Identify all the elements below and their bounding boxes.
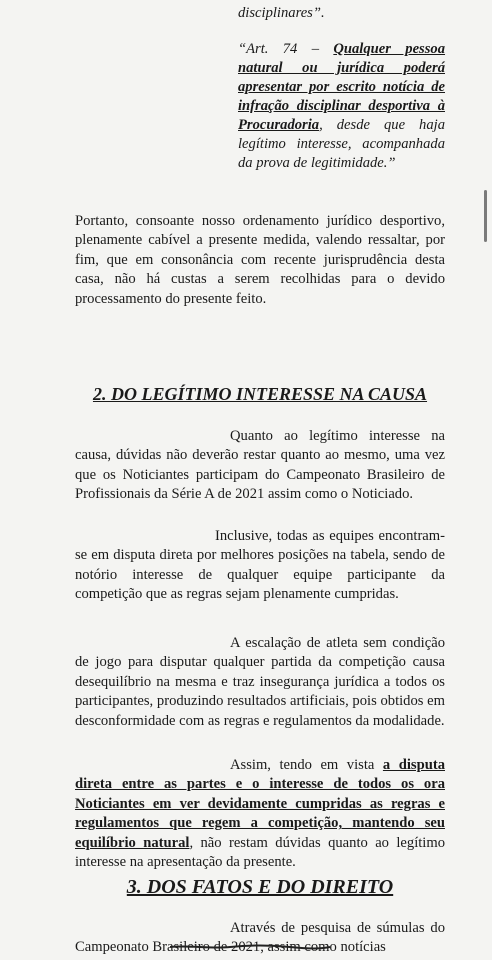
article-74-suffix: , desde que haja legítimo interesse, acompanhada da prova de legitimidade.” bbox=[238, 117, 445, 171]
paragraph-assim-body bbox=[75, 756, 445, 872]
section-heading-2: 2. DO LEGÍTIMO INTERESSE NA CAUSA bbox=[92, 384, 428, 404]
paragraph-portanto bbox=[75, 212, 445, 309]
paragraph-portanto-text: Portanto, consoante nosso ordenamento jurídico desportivo, plenamente cabível a presente medida, valendo ressaltar, por fim, que em consonância com recente jurisprudência desta casa, não há custas a serem recolhidas para o devido processamento do presente feito. bbox=[75, 213, 445, 307]
paragraph-escalacao-body bbox=[75, 634, 445, 731]
strike-scribble bbox=[170, 944, 330, 950]
article-74-text bbox=[238, 40, 445, 173]
paragraph-escalacao bbox=[75, 634, 445, 731]
paragraph-assim bbox=[75, 756, 445, 872]
article-74-prefix: “Art. 74 – bbox=[238, 41, 334, 57]
paragraph-escalacao-text: A escalação de atleta sem condição de jogo para disputar qualquer partida da competição causa desequilíbrio na mesma e traz insegurança jurídica a todos os participantes, produzindo resultados artificiais, pois obtidos em desconformidade com as regras e regulamentos da modalidade. bbox=[75, 635, 445, 729]
paragraph-atraves-text: Através de pesquisa de súmulas do Campeonato Brasileiro de 2021, assim como notícias bbox=[75, 920, 445, 956]
paragraph-assim-emphasis: a disputa direta entre as partes e o interesse de todos os ora Noticiantes em ver devidamente cumpridas as regras e regulamentos que regem a competição, mantendo seu equilíbrio natural bbox=[75, 757, 445, 851]
paragraph-legitimo-interesse bbox=[75, 427, 445, 505]
scrollbar-thumb[interactable] bbox=[484, 190, 487, 242]
section-heading-3: 3. DOS FATOS E DO DIREITO bbox=[126, 876, 394, 898]
paragraph-assim-suffix: , não restam dúvidas quanto ao legítimo interesse na apresentação da presente. bbox=[75, 834, 446, 871]
paragraph-atraves-body bbox=[75, 919, 445, 958]
paragraph-quanto bbox=[75, 427, 445, 505]
paragraph-assim-prefix: Assim, tendo em vista bbox=[230, 757, 383, 773]
paragraph-atraves bbox=[75, 919, 445, 958]
paragraph-quanto-text: Quanto ao legítimo interesse na causa, dúvidas não deverão restar quanto ao mesmo, uma vez que os Noticiantes participam do Campeonato Brasileiro de Profissionais da Série A de 2021 assim como o Noticiado. bbox=[75, 428, 445, 503]
article-74-quote bbox=[238, 40, 445, 173]
quote-end-text: disciplinares”. bbox=[238, 5, 325, 21]
paragraph-inclusive bbox=[75, 527, 445, 605]
quote-end-line bbox=[238, 4, 445, 23]
paragraph-inclusive-body bbox=[75, 527, 445, 605]
paragraph-inclusive-text: Inclusive, todas as equipes encontram-se em disputa direta por melhores posições na tabela, sendo de notório interesse de qualquer equipe participante da competição que as regras sejam plenamente cumpridas. bbox=[75, 528, 445, 603]
article-74-emphasis: Qualquer pessoa natural ou jurídica poderá apresentar por escrito notícia de infração disciplinar desportiva à Procuradoria bbox=[238, 41, 446, 133]
